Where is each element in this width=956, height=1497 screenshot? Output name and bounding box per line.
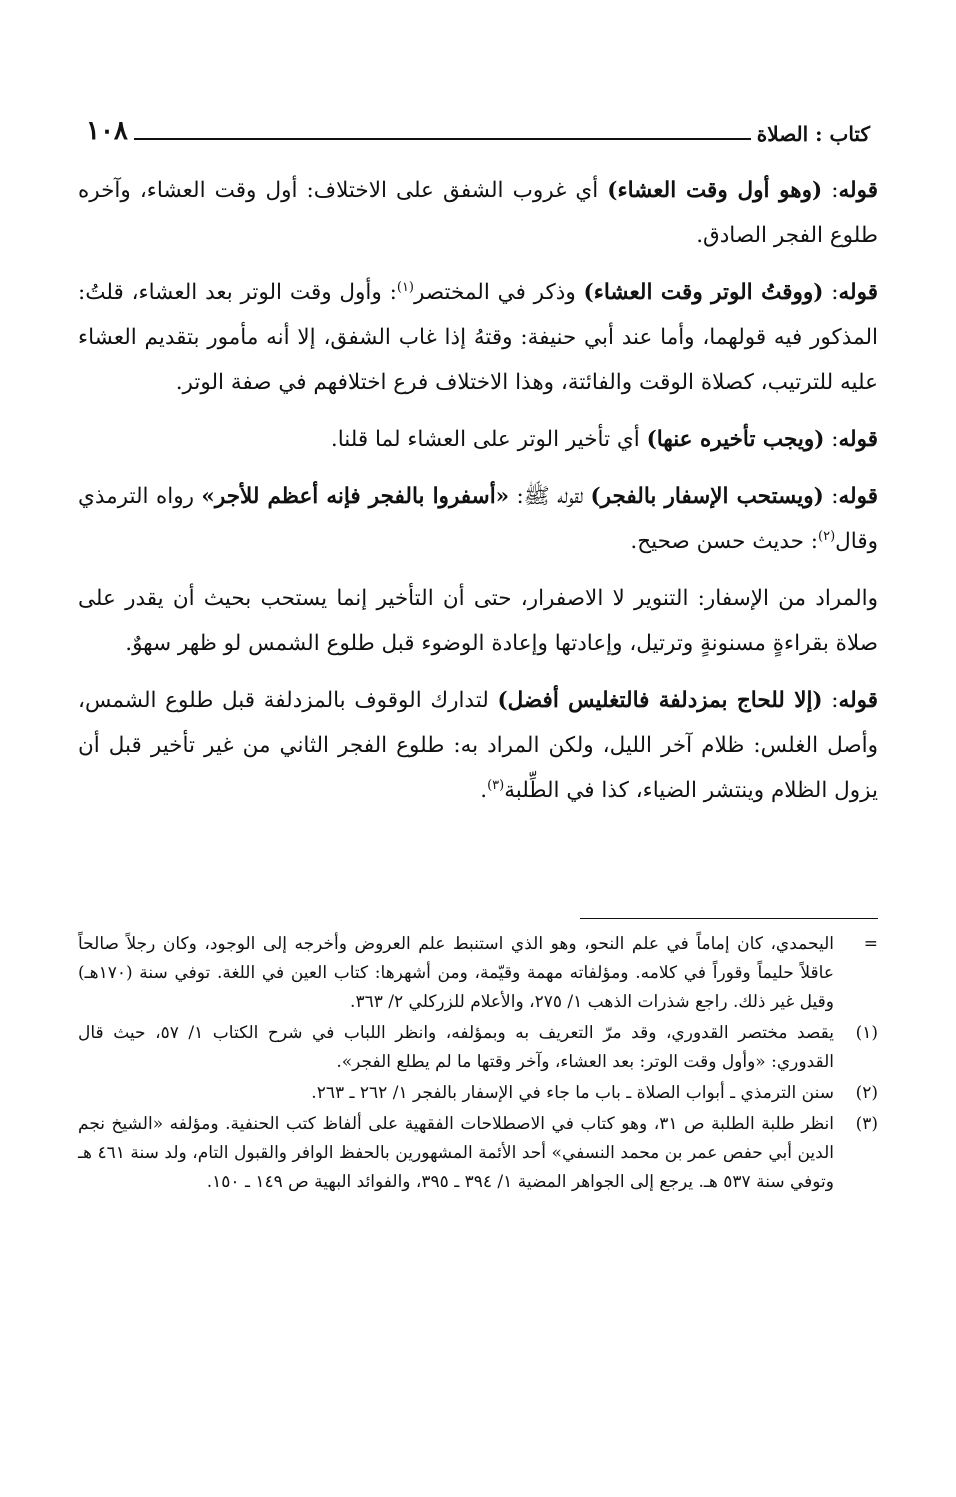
footnote-text: اليحمدي، كان إماماً في علم النحو، وهو الذي استنبط علم العروض وأخرجه إلى الوجود، وكان رجلاً صالحاً عاقلاً حليماً وقوراً في كلامه. ومؤلفاته مهمة وقيّمة، ومن أشهرها: كتاب العين في اللغة. توفي سنة (١٧٠هـ) وقيل غير ذلك. راجع شذرات الذهب ١/ ٢٧٥، والأعلام للزركلي ٢/ ٣٦٣. [78,934,834,1012]
footnote-ref: (٣) [487,777,505,793]
footnote [78,1079,878,1108]
paragraph: قوله: (ويستحب الإسفار بالفجر) لقوله ﷺ: «أسفروا بالفجر فإنه أعظم للأجر» رواه الترمذي وقال$^{(٢)}$: حديث حسن صحيح. [78,484,878,554]
paragraph: قوله: (ويجب تأخيره عنها) أي تأخير الوتر على العشاء لما قلنا. [330,427,878,452]
footnote-ref: (١) [396,279,414,295]
footnote-text: سنن الترمذي ـ أبواب الصلاة ـ باب ما جاء في الإسفار بالفجر ١/ ٢٦٢ ـ ٢٦٣. [311,1083,834,1103]
footnote-separator [580,918,878,919]
quoted-phrase: (إلا للحاج بمزدلفة فالتغليس أفضل) [497,688,823,713]
footnote [78,1019,878,1077]
footnote [78,930,878,1017]
footnote-marker: (٢) [855,1083,878,1103]
footnote [78,1110,878,1197]
quoted-phrase: (ووقتُ الوتر وقت العشاء) [583,280,824,305]
footnotes [78,930,878,1199]
footnote-text: انظر طلبة الطلبة ص ٣١، وهو كتاب في الاصطلاحات الفقهية على ألفاظ كتب الحنفية. ومؤلفه «الشيخ نجم الدين أبي حفص عمر بن محمد النسفي» أحد الأئمة المشهورين بالحفظ الوافر والقبول التام، ولد سنة ٤٦١ هـ وتوفي سنة ٥٣٧ هـ. يرجع إلى الجواهر المضية ١/ ٣٩٤ ـ ٣٩٥، والفوائد البهية ص ١٤٩ ـ ١٥٠. [78,1114,834,1192]
paragraph-lead: قوله [838,484,878,509]
page-number: ١٠٨ [86,116,128,146]
header-rule [134,138,751,140]
paragraph [78,576,878,666]
footnote-marker: = [863,934,878,954]
paragraph-text: لتدارك الوقوف بالمزدلفة قبل طلوع الشمس، وأصل الغلس: ظلام آخر الليل، ولكن المراد به: طلوع الفجر الثاني من غير تأخير قبل أن يزول الظلام وينتشر الضياء، كذا في الطِّلبة [78,688,878,803]
paragraph-text: رواه الترمذي وقال [78,484,878,554]
quoted-phrase: (ويستحب الإسفار بالفجر) [590,484,824,509]
paragraph-text: : حديث حسن صحيح. [630,529,819,554]
paragraph-text: أي غروب الشفق على الاختلاف: أول وقت العشاء، وآخره طلوع الفجر الصادق. [78,178,878,248]
paragraph-lead: قوله [838,427,878,452]
paragraph-text: أي تأخير الوتر على العشاء لما قلنا. [330,427,647,452]
paragraph: قوله: (وهو أول وقت العشاء) أي غروب الشفق على الاختلاف: أول وقت العشاء، وآخره طلوع الفجر الصادق. [78,178,878,248]
footnote-marker: (١) [855,1023,878,1043]
footnote-ref: (٢) [818,528,836,544]
paragraph-lead: قوله [838,688,879,713]
paragraph-text: لقوله ﷺ: [509,484,591,509]
paragraph-text: وذكر في المختصر [414,280,584,305]
chapter-title: كتاب : الصلاة [756,122,870,146]
hadith-quote: «أسفروا بالفجر فإنه أعظم للأجر» [201,484,510,509]
paragraph-lead: قوله [838,280,878,305]
paragraph-text: . [480,778,488,803]
footnote-marker: (٣) [855,1114,878,1134]
footnote-text: يقصد مختصر القدوري، وقد مرّ التعريف به وبمؤلفه، وانظر اللباب في شرح الكتاب ١/ ٥٧، حيث قال القدوري: «وأول وقت الوتر: بعد العشاء، وآخر وقتها ما لم يطلع الفجر». [78,1023,834,1072]
paragraph: قوله: (ووقتُ الوتر وقت العشاء) وذكر في المختصر$^{(١)}$: وأول وقت الوتر بعد العشاء، قلتُ: المذكور فيه قولهما، وأما عند أبي حنيفة: وقتهُ إذا غاب الشفق، إلا أنه مأمور بتقديم العشاء عليه للترتيب، كصلاة الوقت والفائتة، وهذا الاختلاف فرع اختلافهم في صفة الوتر. [78,279,878,395]
quoted-phrase: (ويجب تأخيره عنها) [646,427,825,452]
running-header [78,108,878,144]
paragraph-lead: قوله [838,178,878,203]
quoted-phrase: (وهو أول وقت العشاء) [607,178,823,203]
paragraph: قوله: (إلا للحاج بمزدلفة فالتغليس أفضل) لتدارك الوقوف بالمزدلفة قبل طلوع الشمس، وأصل الغلس: ظلام آخر الليل، ولكن المراد به: طلوع الفجر الثاني من غير تأخير قبل أن يزول الظلام وينتشر الضياء، كذا في الطِّلبة$^{(٣)}$. [78,688,879,803]
paragraph-text: : وأول وقت الوتر بعد العشاء، قلتُ: المذكور فيه قولهما، وأما عند أبي حنيفة: وقتهُ إذا غاب الشفق، إلا أنه مأمور بتقديم العشاء عليه للترتيب، كصلاة الوقت والفائتة، وهذا الاختلاف فرع اختلافهم في صفة الوتر. [78,280,878,395]
paragraph-text: والمراد من الإسفار: التنوير لا الاصفرار، حتى أن التأخير إنما يستحب بحيث أن يقدر على صلاة بقراءةٍ مسنونةٍ وترتيل، وإعادتها وإعادة الوضوء قبل طلوع الشمس لو ظهر سهوٌ. [78,586,878,656]
main-text [78,168,878,825]
